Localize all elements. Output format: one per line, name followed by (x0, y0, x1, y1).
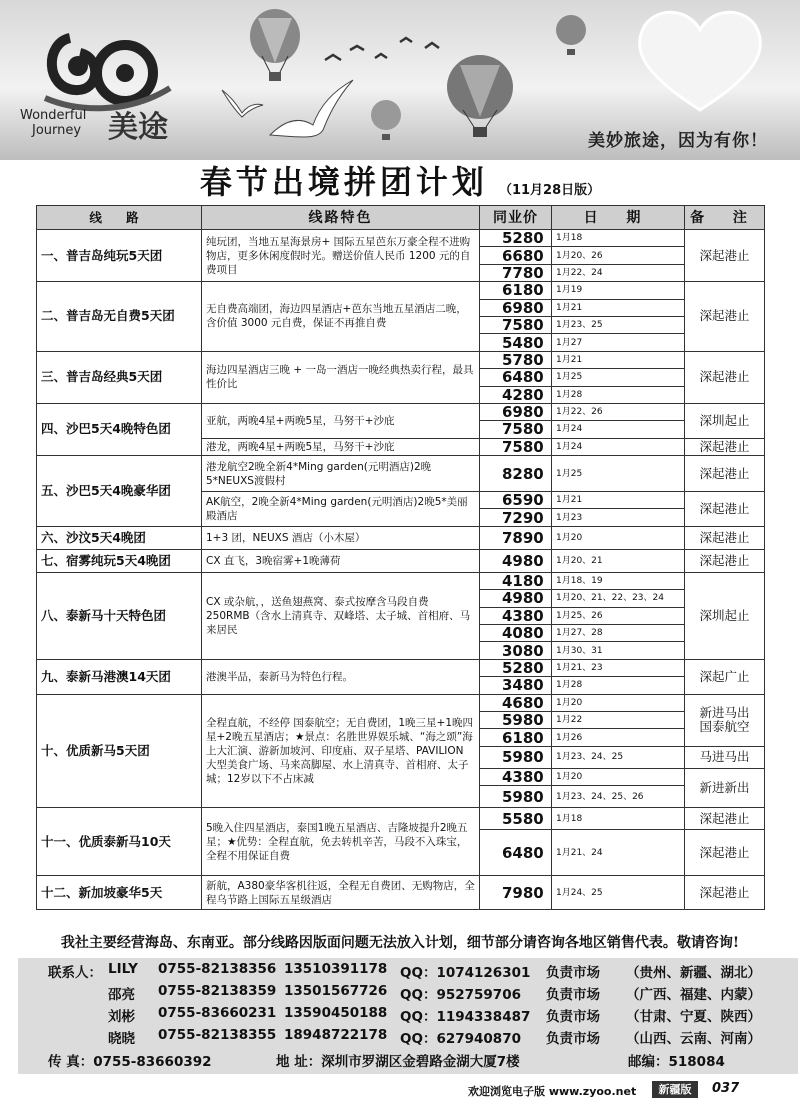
title-row (0, 162, 800, 202)
price-cell: 7580 (480, 438, 552, 455)
date-cell: 1月23、24、25 (552, 746, 685, 768)
price-cell: 4380 (480, 768, 552, 785)
table-row (37, 526, 765, 549)
date-cell: 1月21、23 (552, 659, 685, 676)
contact-tel: 0755-82138359 (158, 983, 277, 999)
note-cell: 深起广止 (685, 659, 765, 694)
price-cell: 6480 (480, 830, 552, 876)
balloon-icon (445, 55, 515, 140)
contact-market: （山西、云南、河南） (626, 1031, 761, 1047)
table-row (37, 282, 765, 299)
date-cell: 1月23 (552, 509, 685, 526)
route-name: 十二、新加坡豪华5天 (41, 884, 163, 900)
route-feature: 港龙航空2晚全新4*Ming garden(元明酒店)2晚5*NEUXS渡假村 (202, 456, 480, 492)
contact-row (18, 961, 798, 980)
header-note: 备 注 (685, 206, 765, 230)
date-cell: 1月28 (552, 386, 685, 403)
price-cell: 7290 (480, 509, 552, 526)
header-route: 线 路 (37, 206, 202, 230)
header-feature: 线路特色 (202, 206, 480, 230)
table-row (37, 456, 765, 492)
price-cell: 6180 (480, 729, 552, 746)
contact-label: 联系人： (48, 965, 102, 981)
date-cell: 1月18 (552, 230, 685, 247)
route-name: 八、泰新马十天特色团 (41, 607, 167, 623)
contact-name: 晓晓 (108, 1031, 135, 1047)
date-cell: 1月22、26 (552, 403, 685, 420)
seagull-icon (265, 75, 355, 150)
date-cell: 1月22 (552, 711, 685, 728)
route-name: 七、宿雾纯玩5天4晚团 (41, 552, 171, 568)
logo-chinese: 美途 (108, 110, 168, 145)
price-cell: 5980 (480, 786, 552, 808)
contact-market-label: 负责市场 (546, 1009, 600, 1025)
header-banner (0, 0, 800, 160)
fax: 传 真：0755-83660392 (48, 1054, 212, 1070)
contact-qq: QQ：952759706 (400, 987, 521, 1003)
flock-icon (320, 30, 450, 70)
note-cell: 深起港止 (685, 351, 765, 403)
date-cell: 1月21 (552, 299, 685, 316)
table-row (37, 230, 765, 247)
price-cell: 4080 (480, 625, 552, 642)
contact-qq: QQ：1194338487 (400, 1009, 531, 1025)
heart-icon (625, 5, 775, 115)
price-cell: 7580 (480, 316, 552, 333)
address: 地 址：深圳市罗湖区金碧路金湖大厦7楼 (276, 1054, 520, 1070)
price-cell: 6980 (480, 299, 552, 316)
date-cell: 1月30、31 (552, 642, 685, 659)
contact-panel (18, 958, 798, 1074)
price-cell: 4280 (480, 386, 552, 403)
date-cell: 1月18、19 (552, 572, 685, 589)
notice-text: 我社主要经营海岛、东南亚。部分线路因版面问题无法放入计划，细节部分请咨询各地区销售代表。敬请咨询! (60, 935, 740, 951)
price-cell: 4980 (480, 590, 552, 607)
price-cell: 6680 (480, 247, 552, 264)
price-cell: 6480 (480, 369, 552, 386)
date-cell: 1月21、24 (552, 830, 685, 876)
price-cell: 5580 (480, 808, 552, 830)
date-cell: 1月20、21 (552, 549, 685, 572)
date-cell: 1月25、26 (552, 607, 685, 624)
note-cell: 深起港止 (685, 492, 765, 527)
price-cell: 4680 (480, 694, 552, 711)
contact-market: （广西、福建、内蒙） (626, 987, 761, 1003)
balloon-icon (555, 15, 587, 57)
page-number: 037 (712, 1081, 740, 1096)
contact-qq: QQ：627940870 (400, 1031, 521, 1047)
date-cell: 1月24、25 (552, 876, 685, 910)
note-cell: 深圳起止 (685, 572, 765, 659)
table-row (37, 694, 765, 711)
note-cell: 深起港止 (685, 876, 765, 910)
price-cell: 6180 (480, 282, 552, 299)
route-feature: CX 直飞，3晚宿雾+1晚薄荷 (202, 549, 480, 572)
price-cell: 4180 (480, 572, 552, 589)
logo-english: Wonderful Journey (20, 108, 87, 138)
route-feature: 全程直航，不经停 国泰航空；无自费团，1晚三星+1晚四星+2晚五星酒店；★景点：名胜世界娱乐城、“海之颂”海上大汇演、游新加坡河、印度庙、双子星塔、PAVILION 大型美食广场、马来高脚屋、水上清真寺、首相府、太子城；12岁以下不占床减 (202, 694, 480, 808)
note-cell: 新进新出 (685, 768, 765, 807)
contact-row (18, 1027, 798, 1046)
note-cell: 深起港止 (685, 830, 765, 876)
route-name: 五、沙巴5天4晚豪华团 (41, 482, 171, 498)
date-cell: 1月20 (552, 768, 685, 785)
seagull-icon (220, 85, 265, 120)
price-cell: 4380 (480, 607, 552, 624)
version-badge: 新疆版 (652, 1081, 698, 1098)
route-feature: 亚航，两晚4星+两晚5星，马努干+沙庇 (202, 403, 480, 438)
date-cell: 1月25 (552, 456, 685, 492)
route-feature: AK航空，2晚全新4*Ming garden(元明酒店)2晚5*美丽殿酒店 (202, 492, 480, 527)
price-cell: 5980 (480, 746, 552, 768)
price-cell: 5280 (480, 230, 552, 247)
table-row (37, 659, 765, 676)
route-name: 十、优质新马5天团 (41, 742, 150, 758)
date-cell: 1月20、26 (552, 247, 685, 264)
route-name: 二、普吉岛无自费5天团 (41, 308, 175, 324)
date-cell: 1月22、24 (552, 264, 685, 281)
date-cell: 1月27、28 (552, 625, 685, 642)
route-feature: 1+3 团，NEUXS 酒店（小木屋） (202, 526, 480, 549)
date-cell: 1月27 (552, 334, 685, 351)
table-row (37, 572, 765, 589)
date-cell: 1月20 (552, 694, 685, 711)
price-cell: 8280 (480, 456, 552, 492)
route-name: 九、泰新马港澳14天团 (41, 668, 171, 684)
note-cell: 深起港止 (685, 438, 765, 455)
route-feature: 5晚入住四星酒店，泰国1晚五星酒店、吉隆坡提升2晚五星；★优势：全程直航，免去转机辛苦，马段不入珠宝，全程不用保证自费 (202, 808, 480, 876)
table-row (37, 549, 765, 572)
contact-market-label: 负责市场 (546, 965, 600, 981)
date-cell: 1月26 (552, 729, 685, 746)
contact-name: 邵亮 (108, 987, 135, 1003)
note-cell: 马进马出 (685, 746, 765, 768)
contact-market: （贵州、新疆、湖北） (626, 965, 761, 981)
route-name: 六、沙汶5天4晚团 (41, 529, 146, 545)
date-cell: 1月24 (552, 421, 685, 438)
contact-mobile: 18948722178 (284, 1027, 388, 1043)
route-feature: 港龙，两晚4星+两晚5星，马努干+沙庇 (202, 438, 480, 455)
date-cell: 1月23、25 (552, 316, 685, 333)
contact-qq: QQ：1074126301 (400, 965, 531, 981)
note-cell: 深起港止 (685, 808, 765, 830)
price-cell: 5980 (480, 711, 552, 728)
contact-tel: 0755-82138355 (158, 1027, 277, 1043)
header-date: 日 期 (552, 206, 685, 230)
note-cell: 深起港止 (685, 526, 765, 549)
price-cell: 5480 (480, 334, 552, 351)
price-cell: 6590 (480, 492, 552, 509)
price-cell: 5280 (480, 659, 552, 676)
contact-row (18, 1005, 798, 1024)
note-line: 新进马出 (699, 705, 750, 721)
contact-mobile: 13501567726 (284, 983, 388, 999)
route-feature: CX 或杂航，，送鱼翅燕窝、泰式按摩含马段自费 250RMB（含水上清真寺、双峰塔、太子城、首相府、马来居民 (202, 572, 480, 659)
date-cell: 1月24 (552, 438, 685, 455)
footer-bar (0, 1080, 800, 1100)
contact-name: 刘彬 (108, 1009, 135, 1025)
route-name: 四、沙巴5天4晚特色团 (41, 421, 171, 437)
note-cell: 深起港止 (685, 549, 765, 572)
note-cell: 深圳起止 (685, 403, 765, 438)
header-price: 同业价 (480, 206, 552, 230)
contact-mobile: 13590450188 (284, 1005, 388, 1021)
price-cell: 5780 (480, 351, 552, 368)
note-cell (685, 694, 765, 746)
route-feature: 海边四星酒店三晚 + 一岛一酒店一晚经典热卖行程，最具性价比 (202, 351, 480, 403)
date-cell: 1月25 (552, 369, 685, 386)
price-cell: 4980 (480, 549, 552, 572)
date-cell: 1月21 (552, 492, 685, 509)
tour-plan-table (36, 205, 765, 910)
note-line: 国泰航空 (699, 719, 750, 735)
balloon-icon (370, 100, 402, 142)
date-cell: 1月18 (552, 808, 685, 830)
table-row (37, 876, 765, 910)
route-feature: 新航，A380豪华客机往返，全程无自费团、无购物店，全程乌节路上国际五星级酒店 (202, 876, 480, 910)
price-cell: 6980 (480, 403, 552, 420)
table-row (37, 351, 765, 368)
postcode: 邮编：518084 (628, 1054, 725, 1070)
note-cell: 深起港止 (685, 456, 765, 492)
route-name: 三、普吉岛经典5天团 (41, 369, 163, 385)
price-cell: 3080 (480, 642, 552, 659)
date-cell: 1月19 (552, 282, 685, 299)
contact-market-label: 负责市场 (546, 987, 600, 1003)
table-row (37, 808, 765, 830)
note-cell: 深起港止 (685, 282, 765, 352)
table-header-row (37, 206, 765, 230)
price-cell: 7580 (480, 421, 552, 438)
route-feature: 纯玩团，当地五星海景房+ 国际五星芭东万豪全程不进购物店，更多休闲度假时光。赠送价值人民币 1200 元的自费项目 (202, 230, 480, 282)
date-cell: 1月20 (552, 526, 685, 549)
slogan: 美妙旅途，因为有你！ (588, 131, 768, 151)
date-cell: 1月20、21、22、23、24 (552, 590, 685, 607)
contact-mobile: 13510391178 (284, 961, 388, 977)
price-cell: 7980 (480, 876, 552, 910)
date-cell: 1月21 (552, 351, 685, 368)
date-cell: 1月23、24、25、26 (552, 786, 685, 808)
contact-row (18, 1050, 798, 1069)
route-name: 一、普吉岛纯玩5天团 (41, 247, 163, 263)
contact-market: （甘肃、宁夏、陕西） (626, 1009, 761, 1025)
price-cell: 7890 (480, 526, 552, 549)
route-feature: 港澳半品，泰新马为特色行程。 (202, 659, 480, 694)
table-row (37, 403, 765, 420)
route-feature: 无自费高端团，海边四星酒店+芭东当地五星酒店二晚，含价值 3000 元自费，保证不再推自费 (202, 282, 480, 352)
browse-link-text: 欢迎浏览电子版 www.zyoo.net (468, 1085, 637, 1098)
date-cell: 1月28 (552, 677, 685, 694)
route-name: 十一、优质泰新马10天 (41, 833, 171, 849)
contact-market-label: 负责市场 (546, 1031, 600, 1047)
page-title: 春节出境拼团计划 (199, 163, 488, 201)
contact-tel: 0755-83660231 (158, 1005, 277, 1021)
contact-row (18, 983, 798, 1002)
note-cell: 深起港止 (685, 230, 765, 282)
price-cell: 3480 (480, 677, 552, 694)
contact-tel: 0755-82138356 (158, 961, 277, 977)
contact-name: LILY (108, 961, 138, 977)
price-cell: 7780 (480, 264, 552, 281)
edition-label: （11月28日版） (498, 183, 601, 198)
